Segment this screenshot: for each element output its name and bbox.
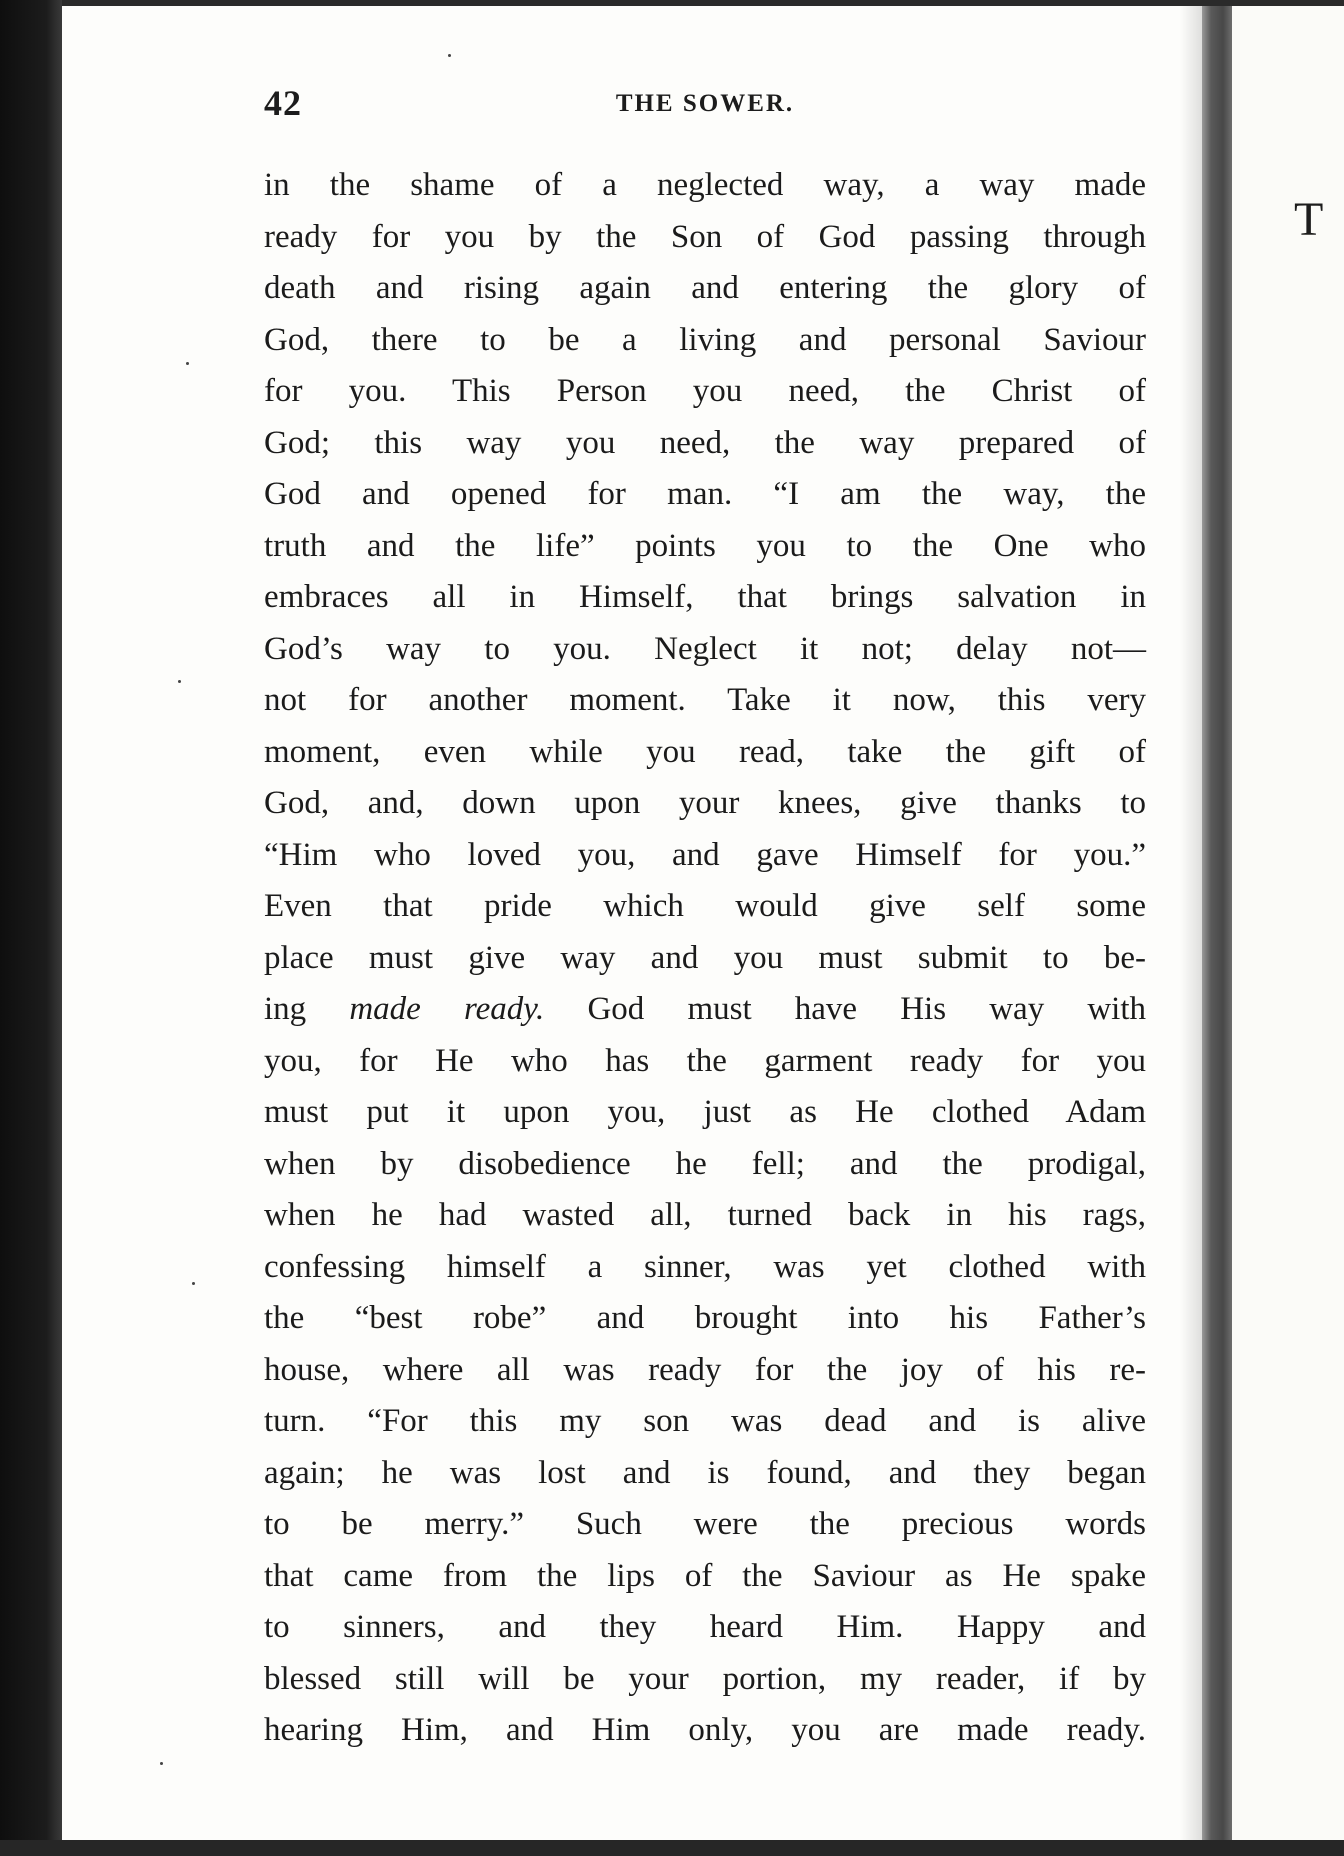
text-line: truth and the life” points you to the One who bbox=[264, 527, 1146, 564]
text-line: in the shame of a neglected way, a way made bbox=[264, 167, 1146, 203]
text-line: when he had wasted all, turned back in his rags, bbox=[264, 1197, 1146, 1233]
next-page-top-fragment: T bbox=[1294, 193, 1324, 246]
text-line: turn. “For this my son was dead and is alive bbox=[264, 1403, 1146, 1439]
text-line: God’s way to you. Neglect it not; delay not— bbox=[264, 630, 1146, 667]
text-line: God, there to be a living and personal Saviour bbox=[264, 321, 1146, 358]
text-line: hearing Him, and Him only, you are made ready. bbox=[264, 1712, 1146, 1748]
text-line: place must give way and you must submit to be- bbox=[264, 939, 1146, 976]
text-line: embraces all in Himself, that brings salvation in bbox=[264, 579, 1146, 615]
text-line: confessing himself a sinner, was yet clothed with bbox=[264, 1248, 1146, 1285]
text-fragment: God must have His way with bbox=[587, 991, 1147, 1027]
text-line: not for another moment. Take it now, this very bbox=[264, 682, 1146, 718]
text-line: blessed still will be your portion, my reader, if by bbox=[264, 1660, 1146, 1697]
text-fragment: ing bbox=[264, 991, 307, 1027]
text-line: for you. This Person you need, the Christ of bbox=[264, 373, 1146, 409]
text-line: moment, even while you read, take the gift of bbox=[264, 733, 1146, 770]
text-line: you, for He who has the garment ready for you bbox=[264, 1042, 1146, 1079]
text-line: that came from the lips of the Saviour as He spake bbox=[264, 1557, 1146, 1594]
page-number: 42 bbox=[264, 83, 302, 123]
text-line: ready for you by the Son of God passing through bbox=[264, 218, 1146, 255]
scan-speck bbox=[192, 1282, 195, 1285]
text-line: God and opened for man. “I am the way, the bbox=[264, 476, 1146, 512]
text-line: to sinners, and they heard Him. Happy and bbox=[264, 1609, 1146, 1645]
running-head bbox=[264, 82, 1146, 126]
text-line: death and rising again and entering the glory of bbox=[264, 270, 1146, 306]
text-line: must put it upon you, just as He clothed Adam bbox=[264, 1094, 1146, 1130]
text-line: “Him who loved you, and gave Himself for you.” bbox=[264, 836, 1146, 873]
body-text bbox=[264, 160, 1146, 1757]
text-line: God; this way you need, the way prepared of bbox=[264, 424, 1146, 461]
text-line: God, and, down upon your knees, give thanks to bbox=[264, 785, 1146, 821]
text-line: to be merry.” Such were the precious words bbox=[264, 1506, 1146, 1542]
italic-emphasis: made ready. bbox=[349, 991, 545, 1027]
text-line: again; he was lost and is found, and they began bbox=[264, 1454, 1146, 1491]
text-line: house, where all was ready for the joy of his re- bbox=[264, 1351, 1146, 1388]
scan-speck bbox=[186, 362, 189, 365]
scan-bottom-border bbox=[0, 1840, 1344, 1856]
scan-left-border bbox=[0, 0, 62, 1856]
running-title: THE SOWER. bbox=[615, 90, 795, 117]
text-line: the “best robe” and brought into his Father’s bbox=[264, 1300, 1146, 1336]
scan-speck bbox=[160, 1762, 163, 1765]
text-line bbox=[264, 984, 1146, 1036]
book-gutter bbox=[1202, 6, 1232, 1840]
right-page-partial bbox=[1232, 6, 1344, 1840]
scan-speck bbox=[178, 680, 181, 683]
gutter-shadow bbox=[1180, 6, 1202, 1840]
text-line: Even that pride which would give self some bbox=[264, 888, 1146, 924]
scan-speck bbox=[448, 54, 451, 57]
text-line: when by disobedience he fell; and the prodigal, bbox=[264, 1145, 1146, 1182]
